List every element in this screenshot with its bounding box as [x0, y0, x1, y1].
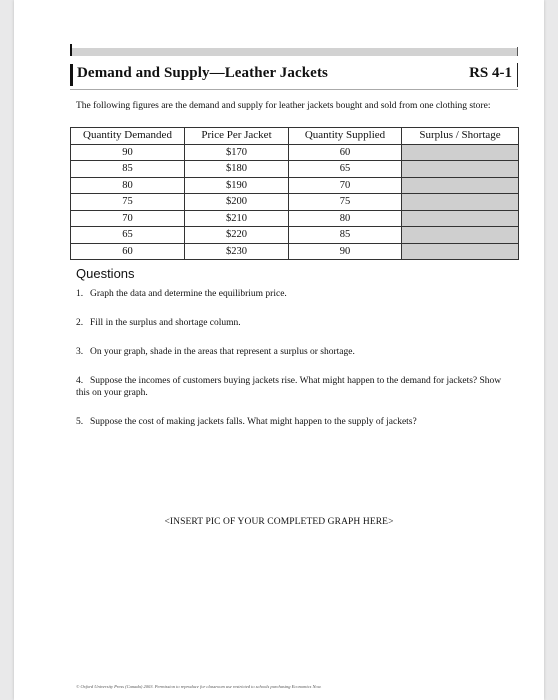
question-item: [76, 375, 516, 399]
table-cell: 75: [71, 194, 185, 211]
question-number: 4.: [76, 376, 84, 386]
question-text: On your graph, shade in the areas that represent a surplus or shortage.: [90, 347, 355, 357]
table-row: [71, 210, 519, 227]
copyright-footer: © Oxford University Press (Canada) 2003. Permission to reproduce for classroom use restricted to schools purchasing Economics Now.: [76, 684, 322, 689]
table-cell: $170: [185, 144, 289, 161]
table-cell: 75: [289, 194, 402, 211]
surplus-shortage-cell[interactable]: [402, 161, 519, 178]
question-item: [76, 288, 516, 300]
table-cell: $200: [185, 194, 289, 211]
table-cell: 80: [289, 210, 402, 227]
column-header: Surplus / Shortage: [402, 128, 519, 145]
table-cell: 85: [71, 161, 185, 178]
table-cell: 90: [289, 243, 402, 260]
question-item: [76, 317, 516, 329]
surplus-shortage-cell[interactable]: [402, 177, 519, 194]
question-number: 1.: [76, 289, 84, 299]
question-item: [76, 416, 516, 428]
question-text: Suppose the cost of making jackets falls. What might happen to the supply of jackets?: [90, 417, 417, 427]
top-rule-left-tick: [70, 44, 72, 56]
column-header: Quantity Supplied: [289, 128, 402, 145]
table-cell: 60: [71, 243, 185, 260]
page-title: Demand and Supply—Leather Jackets: [77, 65, 328, 81]
top-rule: [70, 48, 518, 56]
table-cell: 70: [289, 177, 402, 194]
table-cell: $180: [185, 161, 289, 178]
question-number: 5.: [76, 417, 84, 427]
table-cell: 65: [289, 161, 402, 178]
column-header: Price Per Jacket: [185, 128, 289, 145]
title-rule: [70, 89, 518, 90]
table-row: [71, 227, 519, 244]
question-text: Suppose the incomes of customers buying jackets rise. What might happen to the demand for jackets? Show this on your graph.: [76, 376, 502, 398]
question-number: 3.: [76, 347, 84, 357]
question-item: [76, 346, 516, 358]
surplus-shortage-cell[interactable]: [402, 243, 519, 260]
table-cell: 80: [71, 177, 185, 194]
surplus-shortage-cell[interactable]: [402, 227, 519, 244]
table-cell: 70: [71, 210, 185, 227]
intro-text: The following figures are the demand and supply for leather jackets bought and sold from one clothing store:: [76, 101, 491, 111]
table-cell: $210: [185, 210, 289, 227]
questions-heading: Questions: [76, 266, 135, 281]
question-text: Graph the data and determine the equilibrium price.: [90, 289, 287, 299]
table-cell: 60: [289, 144, 402, 161]
table-row: [71, 243, 519, 260]
demand-supply-table: [70, 127, 519, 260]
table-cell: 85: [289, 227, 402, 244]
question-text: Fill in the surplus and shortage column.: [90, 318, 241, 328]
table-row: [71, 177, 519, 194]
surplus-shortage-cell[interactable]: [402, 210, 519, 227]
table-cell: 90: [71, 144, 185, 161]
table-row: [71, 161, 519, 178]
table-cell: $230: [185, 243, 289, 260]
surplus-shortage-cell[interactable]: [402, 144, 519, 161]
worksheet-code: RS 4-1: [469, 65, 512, 81]
code-divider: [517, 63, 518, 87]
title-left-bar: [70, 64, 73, 86]
table-row: [71, 144, 519, 161]
table-cell: $220: [185, 227, 289, 244]
surplus-shortage-cell[interactable]: [402, 194, 519, 211]
table-cell: 65: [71, 227, 185, 244]
table-header-row: [71, 128, 519, 145]
table-row: [71, 194, 519, 211]
column-header: Quantity Demanded: [71, 128, 185, 145]
top-rule-right-tick: [517, 47, 518, 56]
question-number: 2.: [76, 318, 84, 328]
table-cell: $190: [185, 177, 289, 194]
graph-insert-placeholder: <INSERT PIC OF YOUR COMPLETED GRAPH HERE>: [164, 517, 394, 527]
